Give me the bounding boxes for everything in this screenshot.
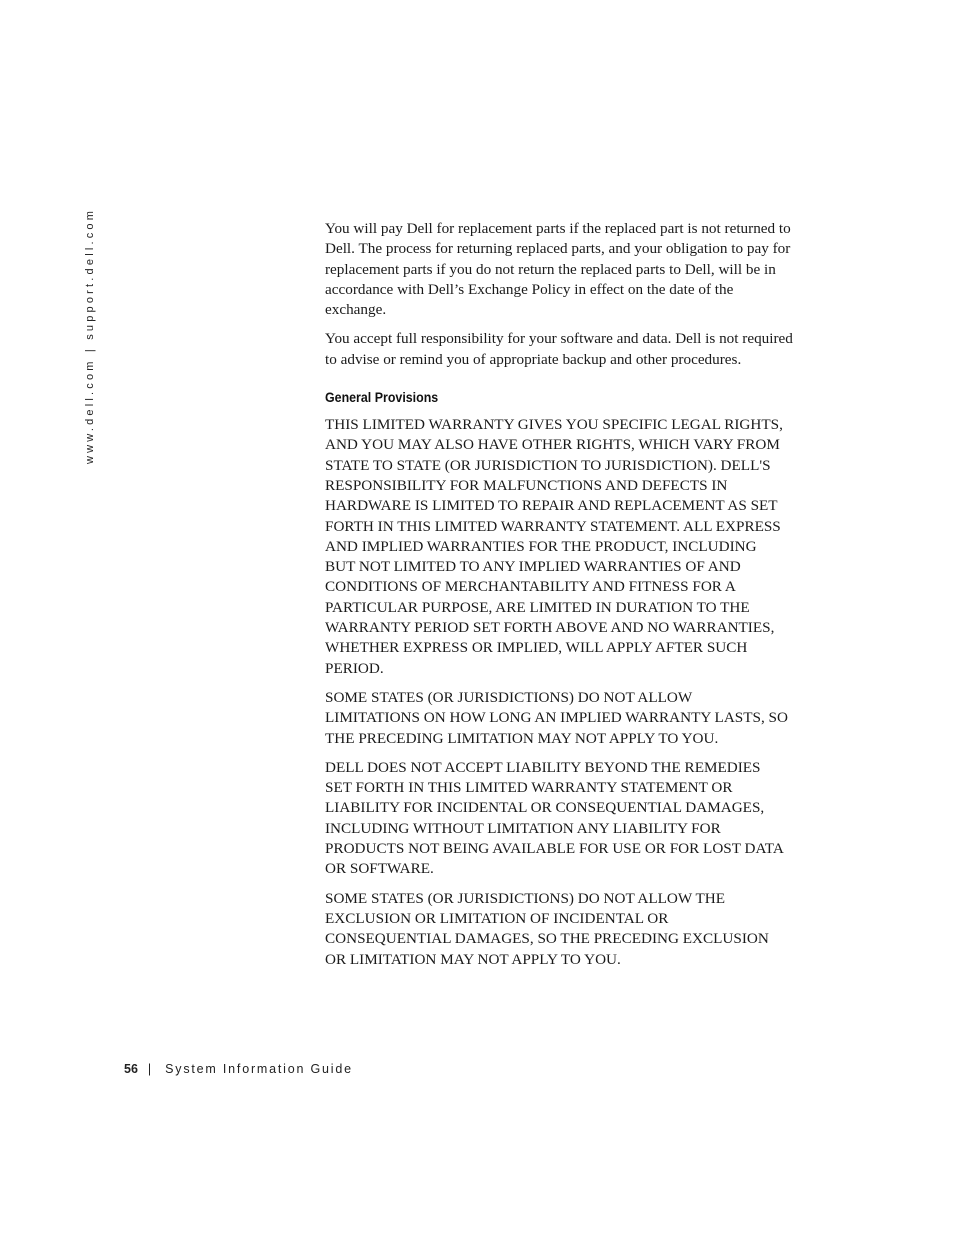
page-number: 56 [124,1062,138,1076]
sidebar-url: www.dell.com | support.dell.com [84,207,96,464]
paragraph-replacement-parts: You will pay Dell for replacement parts if the replaced part is not returned to Dell. The process for returning replaced parts, and your obligation to pay for replacement parts if you do not return the replaced parts to Dell, will be in accordance with Dell’s Exchange Policy in effect on the date of the exchange. [325,220,791,319]
paragraph-liability-limits: DELL DOES NOT ACCEPT LIABILITY BEYOND THE REMEDIES SET FORTH IN THIS LIMITED WARRANTY STATEMENT OR LIABILITY FOR INCIDENTAL OR CONSEQUENTIAL DAMAGES, INCLUDING WITHOUT LIMITATION ANY LIABILITY FOR PRODUCTS NOT BEING AVAILABLE FOR USE OR FOR LOST DATA OR SOFTWARE. [325,758,784,878]
paragraph-exclusion-damages: SOME STATES (OR JURISDICTIONS) DO NOT ALLOW THE EXCLUSION OR LIMITATION OF INCIDENTAL OR CONSEQUENTIAL DAMAGES, SO THE PRECEDING EXCLUSION OR LIMITATION MAY NOT APPLY TO YOU. [325,889,769,968]
paragraph-software-data: You accept full responsibility for your software and data. Dell is not required to advise or remind you of appropriate backup and other procedures. [325,330,793,368]
footer-separator: | [147,1062,152,1076]
page-footer [124,1062,353,1076]
guide-title: System Information Guide [165,1062,353,1076]
paragraph-limited-warranty-rights: THIS LIMITED WARRANTY GIVES YOU SPECIFIC LEGAL RIGHTS, AND YOU MAY ALSO HAVE OTHER RIGHTS, WHICH VARY FROM STATE TO STATE (OR JURISDICTION TO JURISDICTION). DELL'S RESPONSIBILITY FOR MALFUNCTIONS AND DEFECTS IN HARDWARE IS LIMITED TO REPAIR AND REPLACEMENT AS SET FORTH IN THIS LIMITED WARRANTY STATEMENT. ALL EXPRESS AND IMPLIED WARRANTIES FOR THE PRODUCT, INCLUDING BUT NOT LIMITED TO ANY IMPLIED WARRANTIES OF AND CONDITIONS OF MERCHANTABILITY AND FITNESS FOR A PARTICULAR PURPOSE, ARE LIMITED IN DURATION TO THE WARRANTY PERIOD SET FORTH ABOVE AND NO WARRANTIES, WHETHER EXPRESS OR IMPLIED, WILL APPLY AFTER SUCH PERIOD. [325,416,783,677]
section-heading-general-provisions: General Provisions [325,390,439,406]
page-content [325,219,815,979]
paragraph-implied-warranty-limitations: SOME STATES (OR JURISDICTIONS) DO NOT ALLOW LIMITATIONS ON HOW LONG AN IMPLIED WARRANTY LASTS, SO THE PRECEDING LIMITATION MAY NOT APPLY TO YOU. [325,688,788,747]
